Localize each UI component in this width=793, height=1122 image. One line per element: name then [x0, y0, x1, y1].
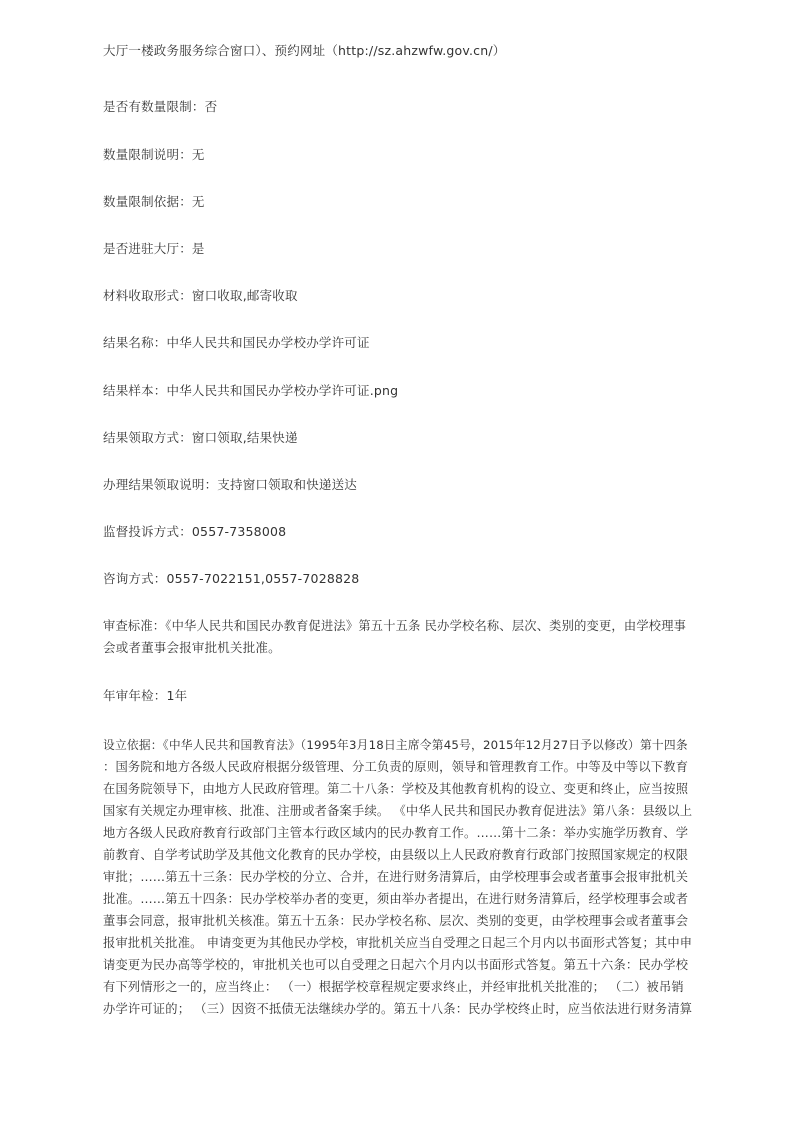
paragraph-line: 请变更为民办高等学校的，审批机关也可以自受理之日起六个月内以书面形式答复。第五十六条：民办学校: [103, 958, 689, 972]
quantity-limit-basis-line: 数量限制依据：无: [103, 194, 205, 209]
paragraph-line: 审查标准：《中华人民共和国民办教育促进法》第五十五条 民办学校名称、层次、类别的变更，由学校理事: [103, 619, 687, 633]
paragraph-line: 办学许可证的； （三）因资不抵债无法继续办学的。第五十八条：民办学校终止时，应当依法进行财务清算: [103, 1002, 693, 1016]
paragraph-line: 批准。……第五十四条：民办学校举办者的变更，须由举办者提出，在进行财务清算后，经学校理事会或者: [103, 892, 689, 906]
result-pickup-line: 结果领取方式：窗口领取,结果快递: [103, 430, 298, 445]
appointment-url-line: 大厅一楼政务服务综合窗口）、预约网址（http://sz.ahzwfw.gov.cn/）: [103, 43, 506, 58]
paragraph-line: 在国务院领导下，由地方人民政府管理。第二十八条：学校及其他教育机构的设立、变更和终止，应当按照: [103, 782, 689, 796]
quantity-limit-line: 是否有数量限制：否: [103, 99, 218, 114]
result-pickup-desc-line: 办理结果领取说明：支持窗口领取和快递送达: [103, 477, 358, 492]
paragraph-line: 地方各级人民政府教育行政部门主管本行政区域内的民办教育工作。……第十二条：举办实施学历教育、学: [103, 826, 689, 840]
consult-line: 咨询方式：0557-7022151,0557-7028828: [103, 571, 360, 586]
paragraph-line: 有下列情形之一的，应当终止： （一）根据学校章程规定要求终止，并经审批机关批准的； （二）被吊销: [103, 980, 684, 994]
complaint-line: 监督投诉方式：0557-7358008: [103, 524, 287, 539]
paragraph-line: 前教育、自学考试助学及其他文化教育的民办学校，由县级以上人民政府教育行政部门按照国家规定的权限: [103, 848, 689, 862]
paragraph-line: 审批；……第五十三条：民办学校的分立、合并，在进行财务清算后，由学校理事会或者董事会报审批机关: [103, 870, 689, 884]
annual-review-line: 年审年检：1年: [103, 688, 188, 703]
paragraph-line: 国家有关规定办理审核、批准、注册或者备案手续。 《中华人民共和国民办教育促进法》第八条：县级以上: [103, 804, 693, 818]
quantity-limit-desc-line: 数量限制说明：无: [103, 147, 205, 162]
paragraph-line: ：国务院和地方各级人民政府根据分级管理、分工负责的原则，领导和管理教育工作。中等及中等以下教育: [103, 760, 689, 774]
result-name-line: 结果名称：中华人民共和国民办学校办学许可证: [103, 335, 370, 350]
review-standard-paragraph: [103, 615, 693, 659]
material-collection-line: 材料收取形式：窗口收取,邮寄收取: [103, 288, 298, 303]
hall-presence-line: 是否进驻大厅：是: [103, 241, 205, 256]
paragraph-line: 报审批机关批准。 申请变更为其他民办学校，审批机关应当自受理之日起三个月内以书面形式答复；其中申: [103, 936, 693, 950]
result-sample-line: 结果样本：中华人民共和国民办学校办学许可证.png: [103, 383, 399, 398]
paragraph-line: 会或者董事会报审批机关批准。: [103, 640, 281, 655]
paragraph-line: 董事会同意，报审批机关核准。第五十五条：民办学校名称、层次、类别的变更，由学校理事会或者董事会: [103, 914, 689, 928]
paragraph-line: 设立依据：《中华人民共和国教育法》（1995年3月18日主席令第45号，2015年12月27日予以修改）第十四条: [103, 738, 688, 752]
establishment-basis-paragraph: [103, 734, 693, 1020]
